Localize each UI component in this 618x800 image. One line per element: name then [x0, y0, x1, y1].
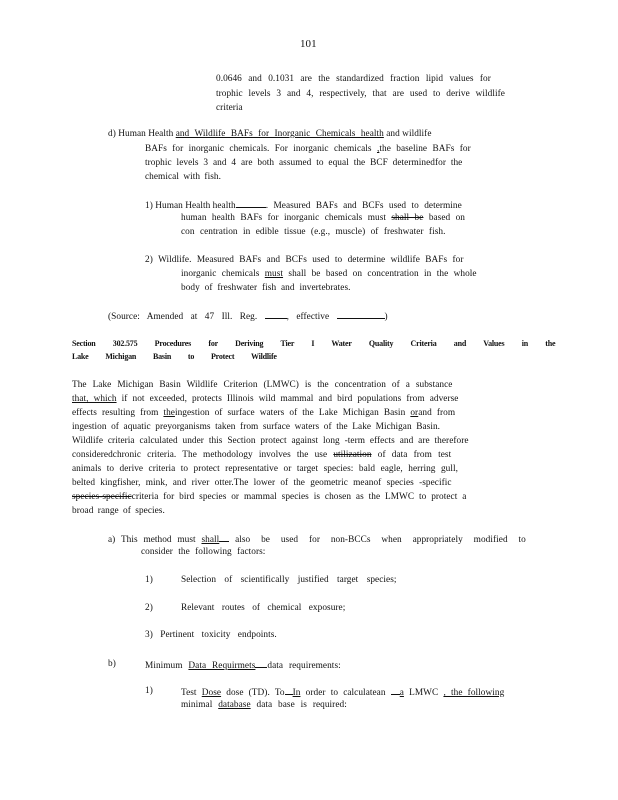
body-line-2 — [72, 393, 458, 405]
item-d1-line-2-b: based on — [428, 213, 466, 223]
item-d2-inserted-text: must — [264, 269, 284, 279]
item-d1-line-1 — [145, 198, 462, 212]
body-line-9 — [72, 491, 466, 503]
body-line-9-a: criteria for bird species or mammal species is chosen as the LMWC to protect a — [131, 492, 467, 502]
body-inserted-or: or — [410, 408, 419, 418]
item-b1-inserted-dose: Dose — [201, 688, 222, 698]
item-d1-line-3: con centration in edible tissue (e.g., muscle) of freshwater fish. — [181, 227, 446, 237]
body-deleted-utilization: utilization — [333, 450, 372, 460]
factor-3-text: Pertinent toxicity endpoints. — [160, 630, 277, 640]
item-a-marker: a) — [108, 535, 116, 545]
factor-1-text: Selection of scientifically justified target species; — [181, 575, 397, 585]
source-text: (Source: Amended at 47 Ill. Reg. — [108, 312, 258, 322]
item-d1-blank — [236, 198, 266, 208]
item-a-line-1-b: also be used for non-BCCs when appropriately modified to — [235, 535, 526, 545]
item-d1-marker: 1) — [145, 201, 153, 211]
item-d2-line-2-a: inorganic chemicals — [181, 269, 260, 279]
factor-3-marker: 3) — [145, 630, 153, 640]
item-b1-marker: 1) — [145, 686, 153, 696]
body-inserted-which: that, which — [72, 394, 117, 404]
para-d-line-1 — [108, 128, 432, 140]
item-b1-line-1 — [181, 685, 504, 699]
item-b-heading-a: Minimum — [145, 661, 183, 671]
body-deleted-species-specific: species-specific — [72, 492, 132, 502]
factor-2-marker: 2) — [145, 603, 153, 613]
factor-1-marker: 1) — [145, 575, 153, 585]
item-a-line-2: consider the following factors: — [141, 547, 266, 557]
para-c-line-2: trophic levels 3 and 4, respectively, that are used to derive wildlife — [216, 89, 505, 99]
item-b1-test: Test — [181, 688, 197, 698]
item-b1-blank-2 — [391, 685, 400, 695]
item-d2-marker: 2) — [145, 255, 153, 265]
item-b-blank — [255, 658, 267, 668]
body-line-5: Wildlife criteria calculated under this Section protect against long -term effects and are therefore — [72, 436, 469, 446]
source-effective: effective — [296, 312, 330, 322]
para-d-line-2 — [145, 143, 471, 155]
item-a-blank — [219, 532, 229, 542]
source-reg-blank — [265, 309, 287, 319]
section-heading-line-2: Lake Michigan Basin to Protect Wildlife — [72, 352, 277, 361]
para-d-heading-inserted: and Wildlife BAFs for Inorganic Chemicals health — [175, 129, 384, 139]
item-a-inserted-shall: shall — [201, 535, 220, 545]
body-line-1: The Lake Michigan Basin Wildlife Criterion (LMWC) is the concentration of a substance — [72, 380, 453, 390]
body-line-2-b: protects Illinois wild mammal and bird populations from adverse — [192, 394, 459, 404]
body-inserted-the: the — [163, 408, 175, 418]
source-date-blank — [337, 309, 385, 319]
item-b1-inserted-database: database — [218, 700, 251, 710]
item-d1-line-2 — [181, 212, 465, 224]
item-d1-heading: Human Health health — [155, 201, 236, 211]
body-line-10: broad range of species. — [72, 506, 165, 516]
item-a-line-1-a: This method must — [120, 535, 196, 545]
factor-2-text: Relevant routes of chemical exposure; — [181, 603, 346, 613]
source-note — [108, 309, 388, 323]
item-d2-line-1-text: Wildlife. Measured BAFs and BCFs used to determine wildlife BAFs for — [158, 255, 464, 265]
item-d1-line-2-a: human health BAFs for inorganic chemicals must — [181, 213, 386, 223]
factor-3 — [145, 629, 277, 641]
para-d-line-2-insert: , — [376, 144, 380, 154]
section-heading-line-1: Section 302.575 Procedures for Deriving Tier I Water Quality Criteria and Values in the — [72, 339, 556, 348]
item-b1-inserted-in: In — [292, 688, 301, 698]
body-line-6-b: of data from test — [377, 450, 452, 460]
page-number: 101 — [300, 38, 317, 50]
para-d-line-2-end: the baseline BAFs for — [379, 144, 471, 154]
item-d1-line-1-rest: . Measured BAFs and BCFs used to determine — [265, 201, 462, 211]
para-d-heading-c: and wildlife — [386, 129, 432, 139]
body-line-3 — [72, 407, 455, 419]
item-b1-inserted-a: a — [399, 688, 404, 698]
item-d2-line-1 — [145, 254, 464, 266]
para-d-marker: d) — [108, 129, 116, 139]
para-c-line-1: 0.0646 and 0.1031 are the standardized fraction lipid values for — [216, 74, 491, 84]
body-line-3-c: and from — [418, 408, 456, 418]
item-b-heading-b: data requirements: — [267, 661, 341, 671]
item-b1-line-1-e: , the following — [443, 688, 505, 698]
item-b1-line-2-b: data base is required: — [256, 700, 347, 710]
para-d-line-3: trophic levels 3 and 4 are both assumed to equal the BCF determinedfor the — [145, 158, 463, 168]
item-b-marker: b) — [108, 659, 116, 669]
para-d-heading-a: Human Health — [118, 129, 174, 139]
body-line-7: animals to derive criteria to protect representative or target species: bald eagle, herring gull, — [72, 464, 458, 474]
item-d2-line-3: body of freshwater fish and invertebrates. — [181, 283, 351, 293]
item-d2-line-2 — [181, 268, 477, 280]
item-b1-minimal: minimal — [181, 700, 213, 710]
item-b1-lmwc: LMWC — [409, 688, 439, 698]
item-b1-line-1-c: order to calculatean — [305, 688, 386, 698]
item-a-line-1 — [108, 532, 526, 546]
para-d-line-4: chemical with fish. — [145, 172, 221, 182]
para-c-line-3: criteria — [216, 103, 243, 113]
source-comma: , — [286, 312, 289, 322]
para-d-line-2-text: BAFs for inorganic chemicals. For inorganic chemicals — [145, 144, 372, 154]
body-line-6 — [72, 449, 451, 461]
item-b1-blank-1 — [285, 685, 293, 695]
body-line-6-a: consideredchronic criteria. The methodology involves the use — [72, 450, 328, 460]
body-line-3-b: ingestion of surface waters of the Lake Michigan Basin — [174, 408, 406, 418]
item-b1-line-2 — [181, 699, 347, 711]
item-b1-line-1-b: dose (TD). To — [226, 688, 285, 698]
item-d2-line-2-b: shall be based on concentration in the whole — [288, 269, 477, 279]
source-close: ) — [384, 312, 388, 322]
item-b-heading — [145, 658, 341, 672]
body-line-2-a: if not exceeded, — [121, 394, 187, 404]
body-line-3-a: effects resulting from — [72, 408, 159, 418]
body-line-8: belted kingfisher, mink, and river otter.The lower of the geometric meanof species -specific — [72, 478, 452, 488]
item-b-inserted-heading: Data Requirmets — [188, 661, 256, 671]
body-line-4: ingestion of aquatic preyorganisms taken from surface waters of the Lake Michigan Basin. — [72, 422, 441, 432]
item-d1-deleted-text: shall be — [391, 213, 424, 223]
